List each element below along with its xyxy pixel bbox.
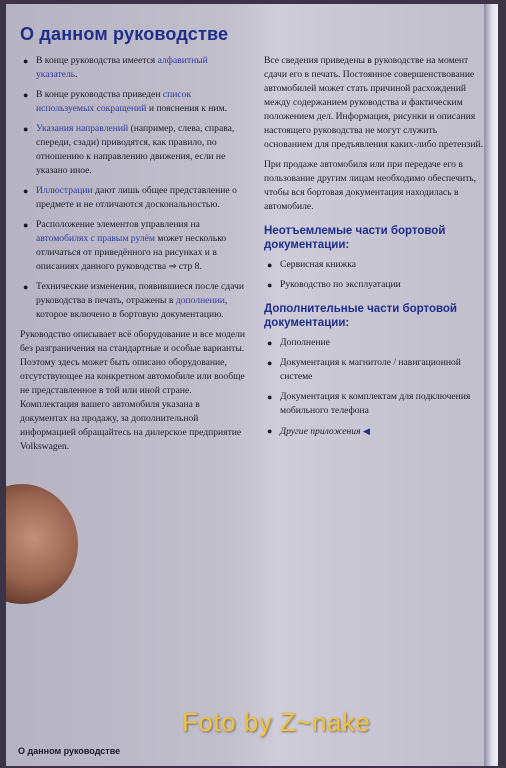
sale-paragraph: При продаже автомобиля или при передаче его в пользование другим лицам необходимо обеспечить, чтобы вся бортовая документация находилась в автомобиле. bbox=[264, 159, 477, 212]
manual-page bbox=[6, 4, 498, 766]
list-item bbox=[20, 54, 248, 82]
equipment-paragraph: Руководство описывает всё оборудование и все модели без разграничения на стандартные и особые варианты. Поэтому здесь может быть описано оборудование, отсутствующее на конкретном автомобиле или вообще не представленное в той или иной стране. Комплектация вашего автомобиля указана в документах на продажу, за дополнительной информацией обращайтесь на дилерское предприятие Volkswagen. bbox=[20, 329, 246, 452]
link-directions[interactable]: Указания направлений bbox=[36, 123, 129, 134]
list-item bbox=[264, 336, 486, 350]
text: Руководство по эксплуатации bbox=[280, 279, 401, 290]
link-alphabetical-index[interactable]: алфавитный указатель bbox=[36, 55, 208, 80]
text: может несколько отличаться от приведённого на рисунках и в описаниях данного руководства ⇒ стр 8. bbox=[36, 233, 227, 272]
page-footer: О данном руководстве bbox=[18, 746, 121, 756]
bullet-icon: ● bbox=[23, 56, 29, 66]
list-item bbox=[264, 278, 486, 292]
bullet-icon: ● bbox=[23, 124, 29, 134]
text: дают лишь общее представление о предмете и не отличаются доскональностью. bbox=[36, 185, 237, 210]
bullet-icon: ● bbox=[267, 280, 273, 290]
bullet-icon: ● bbox=[267, 338, 273, 348]
text: Дополнение bbox=[280, 337, 330, 348]
triangle-left-icon[interactable]: ◀ bbox=[362, 426, 370, 436]
page-gutter bbox=[484, 4, 498, 766]
bullet-icon: ● bbox=[267, 392, 273, 402]
bullet-icon: ● bbox=[267, 260, 273, 270]
list-item bbox=[264, 424, 486, 439]
text: Документация к магнитоле / навигационной системе bbox=[280, 357, 461, 382]
list-item bbox=[20, 122, 248, 178]
text: Документация к комплектам для подключения мобильного телефона bbox=[280, 391, 471, 416]
section-heading-integral: Неотъемлемые части бортовой документации: bbox=[264, 225, 446, 251]
link-supplement[interactable]: дополнении bbox=[175, 295, 225, 306]
photo-watermark: Foto by Z~nake bbox=[182, 707, 371, 737]
link-illustrations[interactable]: Иллюстрации bbox=[36, 185, 93, 196]
printing-date-paragraph: Все сведения приведены в руководстве на момент сдачи его в печать. Постоянное совершенствование автомобилей может стать причиной расхождений между содержанием руководства и фактическим положением дел. Информация, рисунки и описания настоящего руководства не могут служить основанием для предъявления каких-либо претензий. bbox=[264, 55, 483, 150]
text: (например, слева, справа, спереди, сзади) приводятся, как правило, по отношению к направлению движения, если не указано иное. bbox=[36, 123, 235, 176]
text: В конце руководства приведен bbox=[36, 89, 163, 100]
integral-docs-list bbox=[264, 258, 486, 292]
list-item bbox=[20, 280, 248, 322]
other-attachments-link[interactable]: Другие приложения bbox=[280, 426, 361, 437]
text: В конце руководства имеется bbox=[36, 55, 158, 66]
list-item bbox=[264, 356, 486, 384]
text: и пояснения к ним. bbox=[146, 103, 228, 114]
list-item bbox=[20, 184, 248, 212]
finger-photo bbox=[6, 484, 78, 604]
list-item bbox=[20, 218, 248, 274]
link-right-hand-drive[interactable]: автомобилях с правым рулём bbox=[36, 233, 155, 244]
right-column bbox=[264, 54, 486, 445]
bullet-icon: ● bbox=[23, 220, 29, 230]
text: . bbox=[74, 69, 78, 80]
bullet-icon: ● bbox=[23, 90, 29, 100]
text: Сервисная книжка bbox=[280, 259, 357, 270]
bullet-icon: ● bbox=[23, 282, 29, 292]
bullet-icon: ● bbox=[267, 358, 273, 368]
list-item bbox=[264, 390, 486, 418]
text: Расположение элементов управления на bbox=[36, 219, 200, 230]
left-bullet-list bbox=[20, 54, 248, 322]
list-item bbox=[20, 88, 248, 116]
list-item bbox=[264, 258, 486, 272]
text: Технические изменения, появившиеся после сдачи руководства в печать, отражены в bbox=[36, 281, 244, 306]
bullet-icon: ● bbox=[267, 426, 273, 436]
page-title: О данном руководстве bbox=[20, 24, 229, 44]
text: , которое включено в бортовую документацию. bbox=[36, 295, 228, 320]
section-heading-additional: Дополнительные части бортовой документации: bbox=[264, 303, 458, 329]
additional-docs-list bbox=[264, 336, 486, 439]
bullet-icon: ● bbox=[23, 186, 29, 196]
link-abbreviations[interactable]: список используемых сокращений bbox=[36, 89, 192, 114]
left-column bbox=[20, 54, 248, 460]
